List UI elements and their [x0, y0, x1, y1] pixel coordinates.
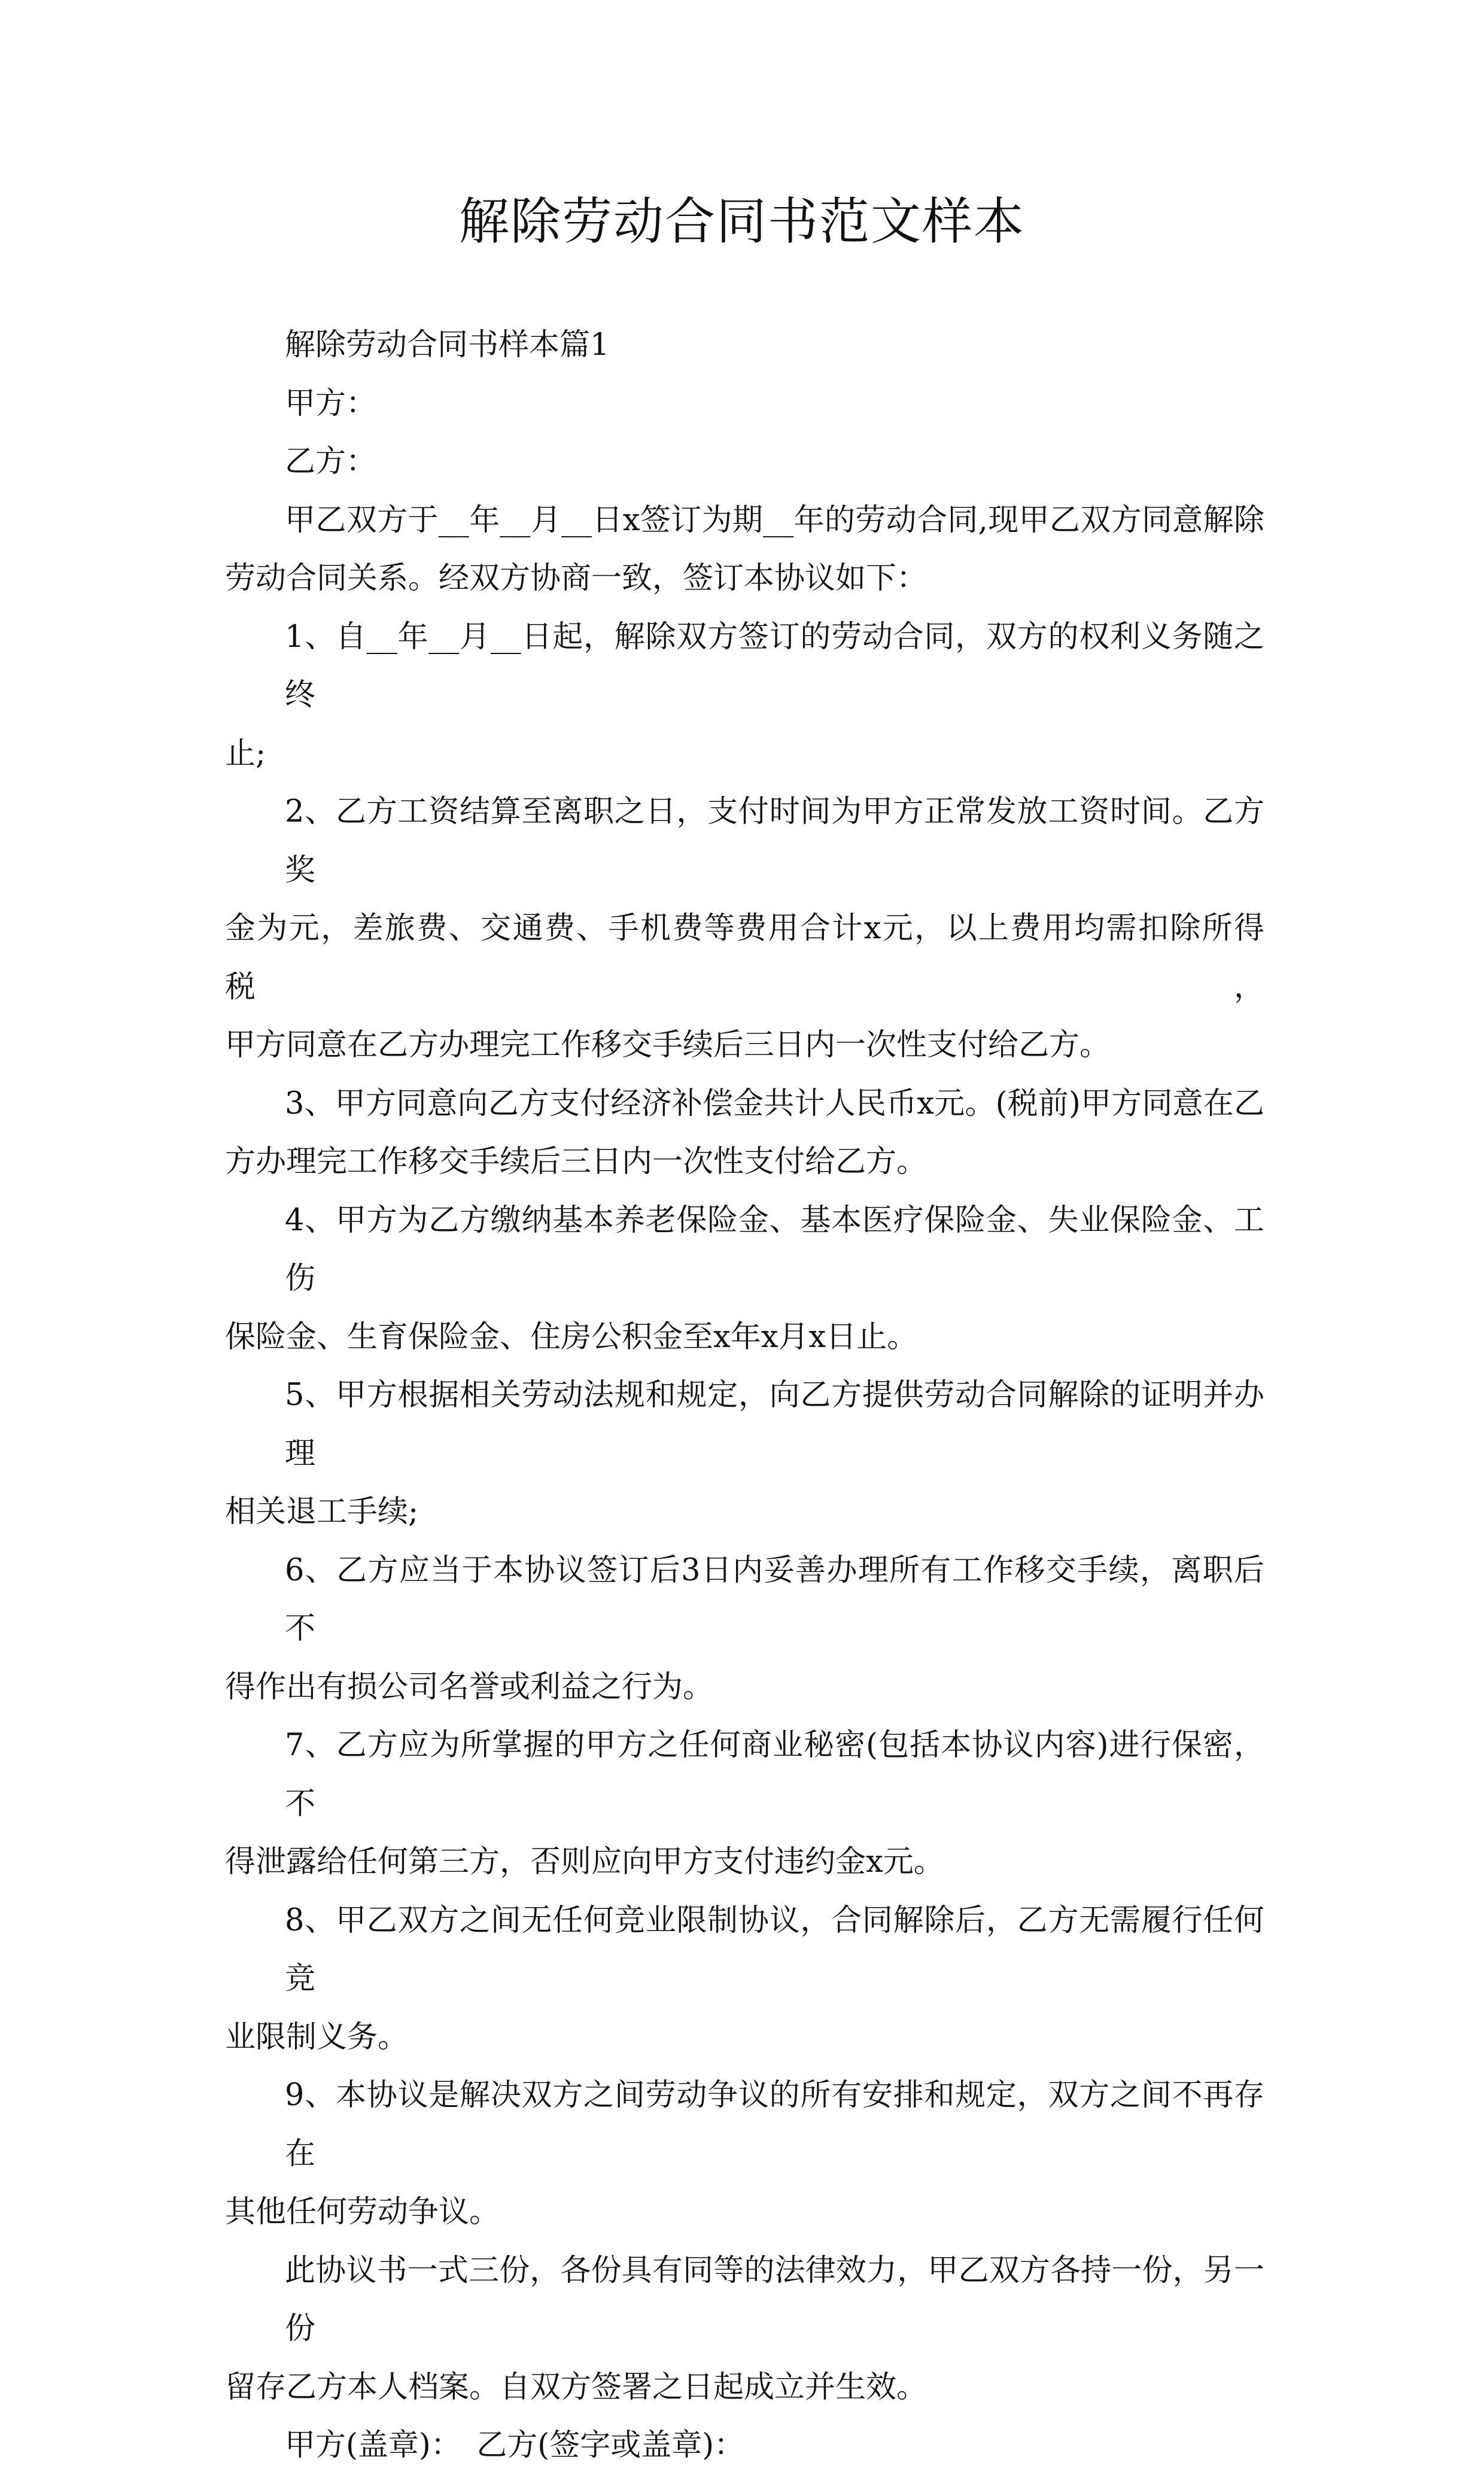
paragraph-line: 此协议书一式三份，各份具有同等的法律效力，甲乙双方各持一份，另一份: [285, 2252, 1264, 2346]
paragraph: [225, 2066, 1264, 2242]
paragraph-line: 8、甲乙双方之间无任何竞业限制协议，合同解除后，乙方无需履行任何竞: [285, 1902, 1264, 1996]
paragraph: [225, 783, 1264, 1075]
paragraph-line: 方办理完工作移交手续后三日内一次性支付给乙方。: [225, 1144, 928, 1179]
paragraph: [225, 491, 1264, 608]
paragraph-line: 5、甲方根据相关劳动法规和规定，向乙方提供劳动合同解除的证明并办理: [285, 1378, 1264, 1471]
paragraph: [225, 1716, 1264, 1892]
paragraph-line: 1、自__年__月__日起，解除双方签订的劳动合同，双方的权利义务随之终: [285, 619, 1264, 713]
paragraph-line: 乙方：: [285, 444, 377, 479]
paragraph: [225, 1191, 1264, 1367]
paragraph-line: 其他任何劳动争议。: [225, 2194, 500, 2230]
paragraph: [225, 2416, 1264, 2475]
paragraph: [225, 1366, 1264, 1541]
paragraph-line: 9、本协议是解决双方之间劳动争议的所有安排和规定，双方之间不再存在: [285, 2078, 1264, 2172]
paragraph-line: 甲方同意在乙方办理完工作移交手续后三日内一次性支付给乙方。: [225, 1027, 1111, 1063]
paragraph-line: 得作出有损公司名誉或利益之行为。: [225, 1669, 714, 1705]
paragraph-line: 保险金、生育保险金、住房公积金至x年x月x日止。: [225, 1319, 918, 1355]
paragraph: [225, 1892, 1264, 2067]
paragraph-line: 留存乙方本人档案。自双方签署之日起成立并生效。: [225, 2369, 928, 2405]
paragraph: [225, 316, 1264, 375]
paragraph: [225, 1541, 1264, 1717]
paragraph-line: 业限制义务。: [225, 2019, 409, 2055]
paragraph-line: 金为元，差旅费、交通费、手机费等费用合计x元，以上费用均需扣除所得税，: [225, 911, 1264, 1005]
paragraph-line: 2、乙方工资结算至离职之日，支付时间为甲方正常发放工资时间。乙方奖: [285, 794, 1264, 888]
paragraph-line: 劳动合同关系。经双方协商一致，签订本协议如下：: [225, 561, 928, 596]
paragraph-line: 甲方(盖章)： 乙方(签字或盖章)：: [285, 2428, 745, 2463]
paragraph-line: 6、乙方应当于本协议签订后3日内妥善办理所有工作移交手续，离职后不: [285, 1552, 1264, 1646]
paragraph-line: 甲乙双方于__年__月__日x签订为期__年的劳动合同,现甲乙双方同意解除: [285, 502, 1264, 538]
paragraph: [225, 608, 1264, 783]
paragraph: [225, 1075, 1264, 1191]
paragraph-line: 甲方：: [285, 385, 377, 421]
document-body: [225, 316, 1264, 2475]
paragraph-line: 得泄露给任何第三方，否则应向甲方支付违约金x元。: [225, 1844, 944, 1880]
paragraph: [225, 375, 1264, 433]
paragraph: [225, 2242, 1264, 2417]
paragraph-line: 7、乙方应为所掌握的甲方之任何商业秘密(包括本协议内容)进行保密，不: [285, 1728, 1264, 1822]
paragraph-line: 4、甲方为乙方缴纳基本养老保险金、基本医疗保险金、失业保险金、工伤: [285, 1202, 1264, 1296]
paragraph-line: 相关退工手续;: [225, 1494, 419, 1530]
paragraph-line: 3、甲方同意向乙方支付经济补偿金共计人民币x元。(税前)甲方同意在乙: [285, 1086, 1264, 1121]
document-title: 解除劳动合同书范文样本: [458, 192, 1025, 251]
paragraph-line: 止;: [225, 735, 266, 771]
paragraph-line: 解除劳动合同书样本篇1: [285, 327, 610, 363]
paragraph: [225, 433, 1264, 491]
